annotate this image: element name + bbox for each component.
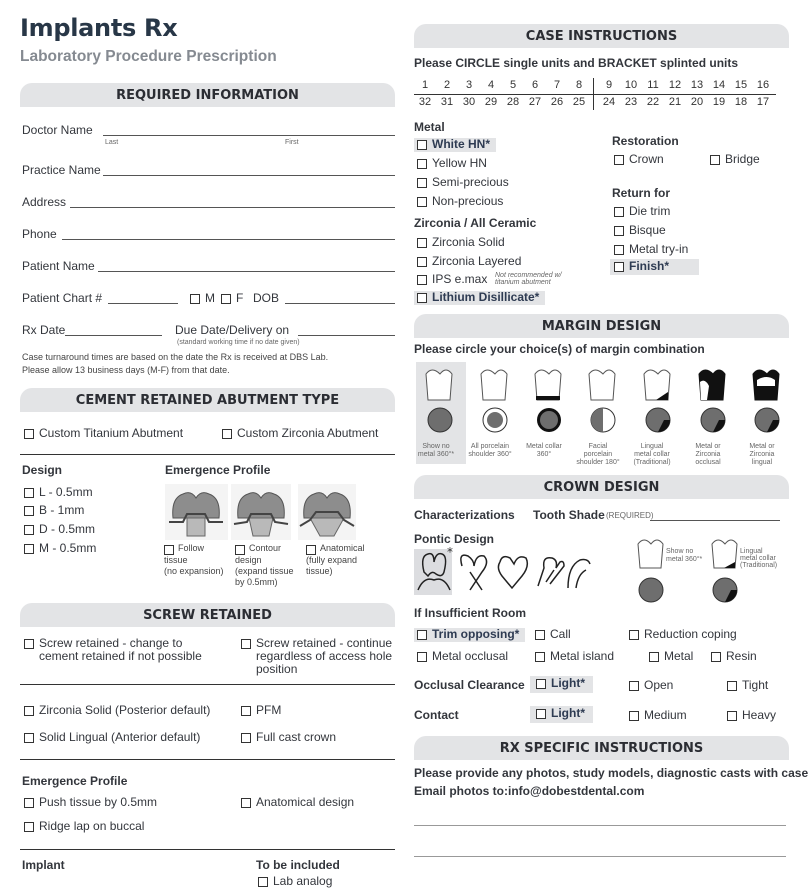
call-checkbox[interactable]: Call bbox=[535, 628, 571, 641]
non-precious-checkbox[interactable]: Non-precious bbox=[417, 195, 503, 208]
tooth-21[interactable]: 21 bbox=[668, 96, 682, 108]
midline bbox=[593, 78, 594, 110]
pontic-asterisk: * bbox=[447, 546, 453, 559]
checkbox-box[interactable] bbox=[164, 545, 174, 555]
tooth-19[interactable]: 19 bbox=[712, 96, 726, 108]
due-date-field[interactable] bbox=[298, 335, 395, 336]
checkbox-box[interactable] bbox=[24, 488, 34, 498]
margin-option-3-caption[interactable]: Metal collar 360° bbox=[526, 443, 562, 458]
abutment-contour-design-illustration bbox=[231, 484, 291, 540]
checkbox-box[interactable] bbox=[614, 226, 624, 236]
lithium-disilicate-checkbox[interactable]: Lithium Disillicate* bbox=[414, 291, 545, 305]
reduction-coping-checkbox[interactable]: Reduction coping bbox=[629, 628, 737, 641]
due-date-note: (standard working time if no date given) bbox=[177, 339, 300, 346]
tooth-11[interactable]: 11 bbox=[647, 79, 659, 91]
custom-zirconia-checkbox[interactable]: Custom Zirconia Abutment bbox=[222, 427, 378, 440]
dob-field[interactable] bbox=[285, 303, 395, 304]
tooth-22[interactable]: 22 bbox=[646, 96, 660, 108]
emergence-profile-label: Emergence Profile bbox=[165, 463, 271, 477]
patient-name-field[interactable] bbox=[98, 271, 395, 272]
ep-follow-tissue-option[interactable]: Follow tissue (no expansion) bbox=[164, 543, 224, 576]
tooth-18[interactable]: 18 bbox=[734, 96, 748, 108]
checkbox-box[interactable] bbox=[614, 155, 624, 165]
solid-lingual-anterior-checkbox[interactable]: Solid Lingual (Anterior default) bbox=[24, 731, 200, 744]
patient-name-label: Patient Name bbox=[22, 259, 95, 273]
patient-chart-field[interactable] bbox=[108, 303, 178, 304]
patient-chart-label: Patient Chart # bbox=[22, 291, 103, 305]
metal-try-in-checkbox[interactable]: Metal try-in bbox=[614, 243, 688, 256]
tooth-6[interactable]: 6 bbox=[531, 79, 539, 91]
ep-anatomical-option[interactable]: Anatomical (fully expand tissue) bbox=[306, 543, 365, 576]
design-d-checkbox[interactable]: D - 0.5mm bbox=[24, 523, 95, 536]
resin-checkbox[interactable]: Resin bbox=[711, 650, 757, 663]
occlusal-open-checkbox[interactable]: Open bbox=[629, 679, 673, 692]
occlusal-clearance-label: Occlusal Clearance bbox=[414, 678, 525, 692]
zirconia-layered-checkbox[interactable]: Zirconia Layered bbox=[417, 255, 521, 268]
doctor-name-field[interactable] bbox=[103, 135, 395, 136]
tooth-3[interactable]: 3 bbox=[465, 79, 473, 91]
zirconia-solid-posterior-checkbox[interactable]: Zirconia Solid (Posterior default) bbox=[24, 704, 210, 717]
checkbox-box[interactable] bbox=[649, 652, 659, 662]
rx-notes-line-1[interactable] bbox=[414, 825, 786, 826]
metal-occlusal-checkbox[interactable]: Metal occlusal bbox=[417, 650, 508, 663]
case-instructions-header: CASE INSTRUCTIONS bbox=[414, 24, 789, 48]
divider bbox=[20, 454, 395, 455]
implant-label: Implant bbox=[22, 858, 65, 872]
checkbox-box[interactable] bbox=[190, 294, 200, 304]
checkbox-box[interactable] bbox=[24, 639, 34, 649]
sex-f-checkbox[interactable]: F bbox=[221, 292, 243, 305]
margin-design-illustrations bbox=[414, 366, 790, 438]
checkbox-box[interactable] bbox=[629, 681, 639, 691]
checkbox-box[interactable] bbox=[727, 681, 737, 691]
custom-titanium-checkbox[interactable]: Custom Titanium Abutment bbox=[24, 427, 183, 440]
characterizations-label: Characterizations bbox=[414, 508, 515, 522]
required-info-header: REQUIRED INFORMATION bbox=[20, 83, 395, 107]
margin-option-5-caption[interactable]: Lingual metal collar (Traditional) bbox=[633, 443, 671, 466]
occlusal-light-checkbox[interactable]: Light* bbox=[530, 676, 593, 693]
crown-design-header: CROWN DESIGN bbox=[414, 475, 789, 499]
restoration-label: Restoration bbox=[612, 134, 679, 148]
checkbox-box[interactable] bbox=[417, 238, 427, 248]
checkbox-box[interactable] bbox=[24, 506, 34, 516]
checkbox-box[interactable] bbox=[417, 159, 427, 169]
design-l-checkbox[interactable]: L - 0.5mm bbox=[24, 486, 93, 499]
margin-instruction: Please circle your choice(s) of margin combination bbox=[414, 342, 705, 356]
checkbox-box[interactable] bbox=[536, 709, 546, 719]
insufficient-room-label: If Insufficient Room bbox=[414, 606, 526, 620]
checkbox-box[interactable] bbox=[221, 294, 231, 304]
checkbox-box[interactable] bbox=[24, 706, 34, 716]
pontic-option-1-icon[interactable] bbox=[418, 554, 450, 590]
tooth-shade-field[interactable] bbox=[650, 520, 780, 521]
page-title: Implants Rx bbox=[20, 14, 178, 42]
margin-option-6-caption[interactable]: Metal or Zirconia occlusal bbox=[695, 443, 721, 466]
tooth-31[interactable]: 31 bbox=[440, 96, 454, 108]
sex-m-checkbox[interactable]: M bbox=[190, 292, 215, 305]
contact-light-checkbox[interactable]: Light* bbox=[530, 706, 593, 723]
tooth-23[interactable]: 23 bbox=[624, 96, 638, 108]
tooth-14[interactable]: 14 bbox=[712, 79, 726, 91]
pontic-option-2-icon[interactable] bbox=[461, 555, 487, 590]
zirconia-solid-checkbox[interactable]: Zirconia Solid bbox=[417, 236, 505, 249]
checkbox-box[interactable] bbox=[417, 275, 427, 285]
checkbox-box[interactable] bbox=[241, 733, 251, 743]
pontic-design-label: Pontic Design bbox=[414, 532, 495, 546]
tooth-25[interactable]: 25 bbox=[572, 96, 586, 108]
tooth-shade-label: Tooth Shade bbox=[533, 508, 605, 522]
abutment-anatomical-illustration bbox=[298, 484, 356, 540]
pontic-option-4-icon[interactable] bbox=[538, 558, 564, 586]
push-tissue-checkbox[interactable]: Push tissue by 0.5mm bbox=[24, 796, 157, 809]
checkbox-box[interactable] bbox=[241, 798, 251, 808]
tooth-4[interactable]: 4 bbox=[487, 79, 495, 91]
tooth-shade-required: (REQUIRED) bbox=[606, 511, 654, 520]
tooth-30[interactable]: 30 bbox=[462, 96, 476, 108]
screw-continue-checkbox[interactable]: Screw retained - continue regardless of access hole position bbox=[241, 637, 392, 676]
checkbox-box[interactable] bbox=[614, 207, 624, 217]
margin-option-4-icon[interactable] bbox=[589, 370, 615, 432]
checkbox-box[interactable] bbox=[629, 630, 639, 640]
pontic-show-no-metal-icon bbox=[638, 540, 663, 602]
checkbox-box[interactable] bbox=[614, 245, 624, 255]
anatomical-design-checkbox[interactable]: Anatomical design bbox=[241, 796, 354, 809]
email-address[interactable]: info@dobestdental.com bbox=[508, 784, 645, 798]
design-m-checkbox[interactable]: M - 0.5mm bbox=[24, 542, 96, 555]
margin-option-4-caption[interactable]: Facial porcelain shoulder 180° bbox=[576, 443, 620, 466]
page-subtitle: Laboratory Procedure Prescription bbox=[20, 48, 277, 65]
tooth-12[interactable]: 12 bbox=[668, 79, 682, 91]
screw-change-to-cement-checkbox[interactable]: Screw retained - change to cement retained if not possible bbox=[24, 637, 202, 663]
rx-notes-line-2[interactable] bbox=[414, 856, 786, 857]
yellow-hn-checkbox[interactable]: Yellow HN bbox=[417, 157, 487, 170]
tooth-2[interactable]: 2 bbox=[443, 79, 451, 91]
margin-option-6-icon[interactable] bbox=[699, 370, 725, 432]
checkbox-box[interactable] bbox=[417, 257, 427, 267]
dob-label: DOB bbox=[253, 291, 280, 305]
rx-instruction-text: Please provide any photos, study models, diagnostic casts with case bbox=[414, 766, 809, 780]
margin-option-5-icon[interactable] bbox=[644, 370, 670, 432]
trim-opposing-checkbox[interactable]: Trim opposing* bbox=[414, 628, 525, 642]
metal-checkbox[interactable]: Metal bbox=[649, 650, 693, 663]
checkbox-box[interactable] bbox=[24, 798, 34, 808]
to-be-included-label: To be included bbox=[256, 858, 340, 872]
screw-emergence-profile-label: Emergence Profile bbox=[22, 774, 128, 788]
checkbox-box[interactable] bbox=[727, 711, 737, 721]
tooth-13[interactable]: 13 bbox=[690, 79, 704, 91]
email-label: Email photos to: bbox=[414, 784, 508, 798]
checkbox-box[interactable] bbox=[536, 679, 546, 689]
due-date-label: Due Date/Delivery on bbox=[175, 323, 290, 337]
ep-contour-design-option[interactable]: Contour design (expand tissue by 0.5mm) bbox=[235, 543, 294, 587]
margin-option-2-icon[interactable] bbox=[481, 370, 507, 432]
tooth-24[interactable]: 24 bbox=[602, 96, 616, 108]
phone-label: Phone bbox=[22, 227, 57, 241]
turnaround-note-2: Please allow 13 business days (M-F) from that date. bbox=[22, 365, 230, 375]
practice-name-label: Practice Name bbox=[22, 163, 101, 177]
ips-emax-checkbox[interactable]: IPS e.max bbox=[417, 273, 487, 286]
full-cast-crown-checkbox[interactable]: Full cast crown bbox=[241, 731, 336, 744]
checkbox-box[interactable] bbox=[24, 822, 34, 832]
divider bbox=[20, 684, 395, 685]
margin-design-header: MARGIN DESIGN bbox=[414, 314, 789, 338]
turnaround-note-1: Case turnaround times are based on the date the Rx is received at DBS Lab. bbox=[22, 352, 329, 362]
practice-name-field[interactable] bbox=[103, 175, 395, 176]
divider bbox=[20, 759, 395, 760]
design-b-checkbox[interactable]: B - 1mm bbox=[24, 504, 84, 517]
checkbox-box[interactable] bbox=[222, 429, 232, 439]
margin-option-1-caption[interactable]: Show no metal 360°* bbox=[417, 443, 455, 458]
divider bbox=[20, 849, 395, 850]
checkbox-box[interactable] bbox=[614, 262, 624, 272]
tooth-16[interactable]: 16 bbox=[756, 79, 770, 91]
pontic-option-3-icon[interactable] bbox=[498, 557, 527, 588]
first-label: First bbox=[285, 139, 299, 146]
checkbox-box[interactable] bbox=[535, 652, 545, 662]
tooth-5[interactable]: 5 bbox=[509, 79, 517, 91]
rx-specific-header: RX SPECIFIC INSTRUCTIONS bbox=[414, 736, 789, 760]
pontic-design-illustrations bbox=[414, 546, 594, 596]
checkbox-box[interactable] bbox=[235, 545, 245, 555]
bisque-checkbox[interactable]: Bisque bbox=[614, 224, 666, 237]
checkbox-box[interactable] bbox=[710, 155, 720, 165]
tooth-26[interactable]: 26 bbox=[550, 96, 564, 108]
pontic-note-1: Show no metal 360°* bbox=[666, 548, 703, 563]
bridge-checkbox[interactable]: Bridge bbox=[710, 153, 760, 166]
address-label: Address bbox=[22, 195, 67, 209]
tooth-29[interactable]: 29 bbox=[484, 96, 498, 108]
checkbox-box[interactable] bbox=[241, 706, 251, 716]
tooth-10[interactable]: 10 bbox=[624, 79, 638, 91]
checkbox-box[interactable] bbox=[306, 545, 316, 555]
return-for-label: Return for bbox=[612, 186, 670, 200]
die-trim-checkbox[interactable]: Die trim bbox=[614, 205, 670, 218]
tooth-9[interactable]: 9 bbox=[605, 79, 613, 91]
checkbox-box[interactable] bbox=[417, 178, 427, 188]
pontic-note-2: Lingual metal collar (Traditional) bbox=[740, 548, 778, 569]
margin-option-1-icon[interactable] bbox=[426, 370, 452, 432]
tooth-27[interactable]: 27 bbox=[528, 96, 542, 108]
checkbox-box[interactable] bbox=[629, 711, 639, 721]
checkbox-box[interactable] bbox=[24, 544, 34, 554]
occlusal-tight-checkbox[interactable]: Tight bbox=[727, 679, 768, 692]
checkbox-box[interactable] bbox=[24, 525, 34, 535]
margin-option-7-icon[interactable] bbox=[753, 370, 779, 432]
contact-medium-checkbox[interactable]: Medium bbox=[629, 709, 687, 722]
tooth-28[interactable]: 28 bbox=[506, 96, 520, 108]
margin-option-2-caption[interactable]: All porcelain shoulder 360° bbox=[468, 443, 512, 458]
contact-label: Contact bbox=[414, 708, 459, 722]
case-instruction-text: Please CIRCLE single units and BRACKET splinted units bbox=[414, 56, 739, 70]
checkbox-box[interactable] bbox=[535, 630, 545, 640]
pfm-checkbox[interactable]: PFM bbox=[241, 704, 281, 717]
white-hn-checkbox[interactable]: White HN* bbox=[414, 138, 496, 152]
checkbox-box[interactable] bbox=[258, 877, 268, 887]
ridge-lap-checkbox[interactable]: Ridge lap on buccal bbox=[24, 820, 144, 833]
design-label: Design bbox=[22, 463, 63, 477]
checkbox-box[interactable] bbox=[24, 733, 34, 743]
metal-label: Metal bbox=[414, 120, 445, 134]
semi-precious-checkbox[interactable]: Semi-precious bbox=[417, 176, 509, 189]
address-field[interactable] bbox=[70, 207, 395, 208]
tooth-32[interactable]: 32 bbox=[418, 96, 432, 108]
metal-island-checkbox[interactable]: Metal island bbox=[535, 650, 614, 663]
finish-checkbox[interactable]: Finish* bbox=[610, 259, 699, 275]
checkbox-box[interactable] bbox=[417, 197, 427, 207]
checkbox-box[interactable] bbox=[417, 293, 427, 303]
doctor-name-label: Doctor Name bbox=[22, 123, 93, 137]
cement-retained-header: CEMENT RETAINED ABUTMENT TYPE bbox=[20, 388, 395, 412]
tooth-7[interactable]: 7 bbox=[553, 79, 561, 91]
zirconia-ceramic-label: Zirconia / All Ceramic bbox=[414, 216, 537, 230]
checkbox-box[interactable] bbox=[24, 429, 34, 439]
screw-retained-header: SCREW RETAINED bbox=[20, 603, 395, 627]
checkbox-box[interactable] bbox=[417, 140, 427, 150]
pontic-lingual-collar-icon bbox=[712, 540, 737, 602]
tooth-8[interactable]: 8 bbox=[575, 79, 583, 91]
rx-date-label: Rx Date bbox=[22, 323, 66, 337]
checkbox-box[interactable] bbox=[241, 639, 251, 649]
tooth-1[interactable]: 1 bbox=[421, 79, 429, 91]
crown-checkbox[interactable]: Crown bbox=[614, 153, 664, 166]
pontic-option-5-icon[interactable] bbox=[568, 560, 590, 589]
emax-note: Not recommended w/ titanium abutment bbox=[495, 272, 562, 286]
tooth-20[interactable]: 20 bbox=[690, 96, 704, 108]
tooth-17[interactable]: 17 bbox=[756, 96, 770, 108]
abutment-follow-tissue-illustration bbox=[165, 484, 228, 540]
phone-field[interactable] bbox=[62, 239, 395, 240]
checkbox-box[interactable] bbox=[417, 630, 427, 640]
tooth-15[interactable]: 15 bbox=[734, 79, 748, 91]
rx-date-field[interactable] bbox=[65, 335, 162, 336]
checkbox-box[interactable] bbox=[417, 652, 427, 662]
margin-option-3-icon[interactable] bbox=[535, 370, 561, 432]
contact-heavy-checkbox[interactable]: Heavy bbox=[727, 709, 776, 722]
lab-analog-checkbox[interactable]: Lab analog bbox=[258, 875, 332, 888]
checkbox-box[interactable] bbox=[711, 652, 721, 662]
tooth-chart-divider bbox=[414, 94, 776, 95]
margin-option-7-caption[interactable]: Metal or Zirconia lingual bbox=[749, 443, 775, 466]
last-label: Last bbox=[105, 139, 119, 146]
